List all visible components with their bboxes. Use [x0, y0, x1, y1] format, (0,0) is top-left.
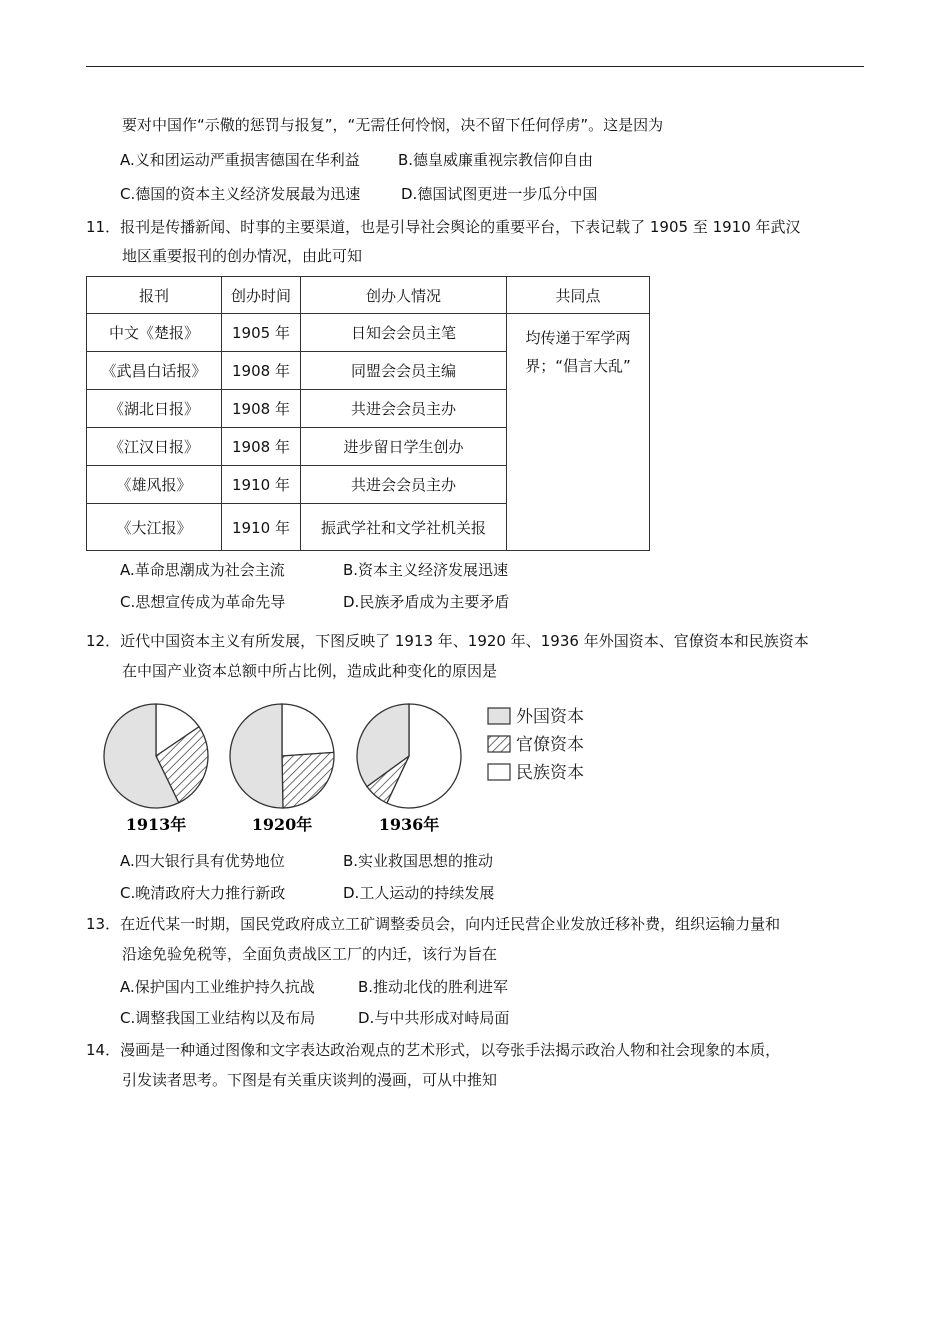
cell-founder: 振武学社和文学社机关报	[301, 504, 507, 551]
pie-year-label: 1920年	[251, 815, 313, 834]
q11-number: 11．	[86, 218, 121, 236]
q14-stem-text: 漫画是一种通过图像和文字表达政治观点的艺术形式，以夸张手法揭示政治人物和社会现象的本质，	[120, 1041, 781, 1059]
cell-newspaper: 《雄风报》	[87, 466, 222, 504]
common-line-1: 均传递于军学两	[525, 329, 631, 347]
q13-stem-text: 在近代某一时期，国民党政府成立工矿调整委员会，向内迁民营企业发放迁移补费，组织运输力量和	[120, 915, 781, 933]
q13-option-b[interactable]: B.推动北伐的胜利进军	[358, 978, 509, 996]
q11-stem-text: 报刊是传播新闻、时事的主要渠道，也是引导社会舆论的重要平台，下表记载了 1905 至 1910 年武汉	[120, 218, 801, 236]
cell-founder: 进步留日学生创办	[301, 428, 507, 466]
legend-label: 官僚资本	[516, 735, 584, 755]
cell-newspaper: 《大江报》	[87, 504, 222, 551]
q11-stem-line2: 地区重要报刊的创办情况，由此可知	[122, 247, 363, 265]
q11-option-a[interactable]: A.革命思潮成为社会主流	[120, 561, 285, 579]
common-line-2: 界；“倡言大乱”	[525, 357, 631, 375]
cell-newspaper: 《武昌白话报》	[87, 352, 222, 390]
q12-option-c[interactable]: C.晚清政府大力推行新政	[120, 884, 286, 902]
q14-stem-line1	[86, 1039, 780, 1061]
cell-founder: 共进会会员主办	[301, 466, 507, 504]
q10-option-b[interactable]: B.德皇威廉重视宗教信仰自由	[398, 151, 594, 169]
legend-swatch	[488, 764, 510, 780]
q12-option-d[interactable]: D.工人运动的持续发展	[343, 884, 495, 902]
legend-swatch	[488, 736, 510, 752]
q13-option-c[interactable]: C.调整我国工业结构以及布局	[120, 1009, 316, 1027]
cell-common	[507, 314, 650, 551]
header-rule	[86, 66, 864, 67]
cell-year: 1905 年	[222, 314, 301, 352]
table-row	[87, 314, 650, 352]
cell-year: 1908 年	[222, 352, 301, 390]
q13-stem-line1	[86, 913, 780, 935]
q10-option-a[interactable]: A.义和团运动严重损害德国在华利益	[120, 151, 360, 169]
q11-stem-line1	[86, 216, 801, 238]
q14-number: 14．	[86, 1041, 121, 1059]
q12-stem-line1	[86, 630, 809, 652]
cell-founder: 日知会会员主笔	[301, 314, 507, 352]
q11-option-d[interactable]: D.民族矛盾成为主要矛盾	[343, 593, 510, 611]
table-header-row	[87, 277, 650, 314]
cell-newspaper: 中文《楚报》	[87, 314, 222, 352]
q13-option-d[interactable]: D.与中共形成对峙局面	[358, 1009, 510, 1027]
q12-option-a[interactable]: A.四大银行具有优势地位	[120, 852, 285, 870]
q11-option-c[interactable]: C.思想宣传成为革命先导	[120, 593, 286, 611]
q10-option-c[interactable]: C.德国的资本主义经济发展最为迅速	[120, 185, 361, 203]
cell-newspaper: 《江汉日报》	[87, 428, 222, 466]
cell-year: 1908 年	[222, 428, 301, 466]
q14-stem-line2: 引发读者思考。下图是有关重庆谈判的漫画，可从中推知	[122, 1071, 498, 1089]
cell-founder: 同盟会会员主编	[301, 352, 507, 390]
pie-year-label: 1936年	[378, 815, 440, 834]
newspaper-table	[86, 276, 650, 551]
q12-number: 12．	[86, 632, 121, 650]
pie-slice-1920年-民族资本	[282, 704, 334, 756]
cell-year: 1910 年	[222, 466, 301, 504]
pie-year-label: 1913年	[125, 815, 187, 834]
q13-option-a[interactable]: A.保护国内工业维护持久抗战	[120, 978, 315, 996]
cell-year: 1908 年	[222, 390, 301, 428]
pie-slice-1920年-官僚资本	[282, 752, 334, 808]
pie-slice-1920年-外国资本	[230, 704, 283, 808]
q10-stem-continuation: 要对中国作“示儆的惩罚与报复”，“无需任何怜悯，决不留下任何俘虏”。这是因为	[122, 116, 664, 134]
q12-stem-text: 近代中国资本主义有所发展，下图反映了 1913 年、1920 年、1936 年外国资本、官僚资本和民族资本	[120, 632, 809, 650]
q12-option-b[interactable]: B.实业救国思想的推动	[343, 852, 494, 870]
q13-number: 13．	[86, 915, 121, 933]
capital-pie-charts	[96, 698, 616, 838]
q12-stem-line2: 在中国产业资本总额中所占比例，造成此种变化的原因是	[122, 662, 498, 680]
cell-newspaper: 《湖北日报》	[87, 390, 222, 428]
header-founder: 创办人情况	[301, 277, 507, 314]
q13-stem-line2: 沿途免验免税等，全面负责战区工厂的内迁，该行为旨在	[122, 945, 498, 963]
legend-label: 外国资本	[516, 707, 584, 727]
q10-option-d[interactable]: D.德国试图更进一步瓜分中国	[401, 185, 598, 203]
q11-option-b[interactable]: B.资本主义经济发展迅速	[343, 561, 509, 579]
cell-founder: 共进会会员主办	[301, 390, 507, 428]
cell-year: 1910 年	[222, 504, 301, 551]
header-common: 共同点	[507, 277, 650, 314]
header-newspaper: 报刊	[87, 277, 222, 314]
legend-swatch	[488, 708, 510, 724]
legend-label: 民族资本	[516, 763, 584, 783]
header-founded: 创办时间	[222, 277, 301, 314]
